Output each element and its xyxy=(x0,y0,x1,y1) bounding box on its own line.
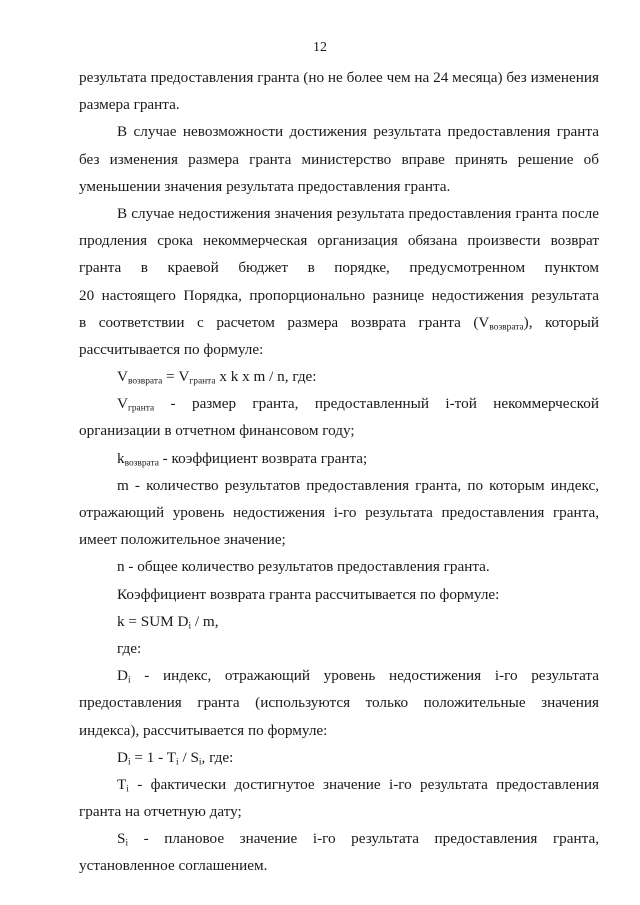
text-line: индекса), рассчитывается по формуле: xyxy=(79,721,328,739)
text-line: размера гранта. xyxy=(79,96,180,114)
text-line: $S_i$ - плановое значение i-го результата предоставления гранта, xyxy=(117,830,599,849)
text-line: Коэффициент возврата гранта рассчитывается по формуле: xyxy=(117,585,500,603)
text-line: $k_{возврата}$ - коэффициент возврата гранта; xyxy=(117,449,368,468)
text-line: m - количество результатов предоставления гранта, по которым индекс, xyxy=(117,476,599,494)
text-line: n - общее количество результатов предоставления гранта. xyxy=(117,558,490,576)
text-line: предоставления гранта (используются только положительные значения xyxy=(79,694,599,712)
text-line: установленное соглашением. xyxy=(79,857,268,875)
text-line: в соответствии с расчетом размера возврата гранта $(V_{возврата})$, который xyxy=(79,313,599,333)
text-line: отражающий уровень недостижения i-го результата предоставления гранта, xyxy=(79,504,599,521)
text-line: 20 настоящего Порядка, пропорционально разнице недостижения результата xyxy=(79,286,599,304)
formula-line: k = SUM $D_i$ / m, xyxy=(117,612,219,632)
text-line: $T_i$ - фактически достигнутое значение i-го результата предоставления xyxy=(117,775,599,795)
text-line: уменьшении значения результата предоставления гранта. xyxy=(79,177,451,195)
text-line: результата предоставления гранта (но не более чем на 24 месяца) без изменения xyxy=(79,69,599,86)
text-line: гранта на отчетную дату; xyxy=(79,803,242,821)
formula-line: $D_i = 1 - T_i / S_i$, где: xyxy=(117,748,234,768)
text-line: В случае невозможности достижения результата предоставления гранта xyxy=(117,123,599,141)
text-line: рассчитывается по формуле: xyxy=(79,340,264,358)
page-number: 12 xyxy=(313,40,327,55)
text-line: $V_{гранта}$ - размер гранта, предоставленный i-той некоммерческой xyxy=(117,395,599,414)
text-line: имеет положительное значение; xyxy=(79,531,286,549)
text-line: организации в отчетном финансовом году; xyxy=(79,422,355,440)
text-line: В случае недостижения значения результата предоставления гранта после xyxy=(117,204,599,222)
formula-line: $V_{возврата} = V_{гранта}$ x k x m / n, где: xyxy=(117,368,317,387)
text-line: где: xyxy=(117,639,142,657)
text-line: $D_i$ - индекс, отражающий уровень недостижения i-го результата xyxy=(117,667,599,686)
text-line: без изменения размера гранта министерство вправе принять решение об xyxy=(79,150,599,168)
text-line: продления срока некоммерческая организация обязана произвести возврат xyxy=(79,232,599,250)
document-body xyxy=(79,64,599,880)
text-line: гранта в краевой бюджет в порядке, предусмотренном пунктом xyxy=(79,259,599,277)
